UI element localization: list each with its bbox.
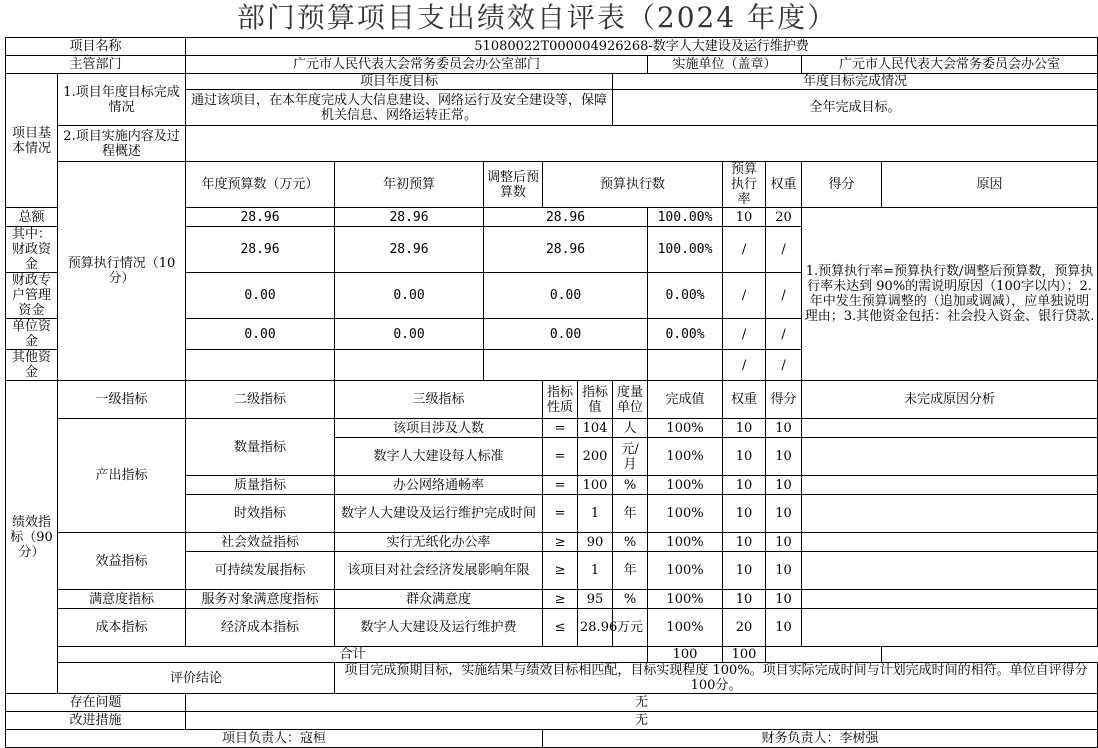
indicator-unit: 年: [613, 495, 648, 533]
budget-adjusted: 0.00: [335, 319, 484, 350]
indicator-weight: 10: [723, 533, 766, 552]
perf-header-nature: 指标性质: [543, 381, 578, 419]
budget-executed: [484, 350, 648, 381]
indicator-value: 1: [578, 495, 613, 533]
indicator-value: 200: [578, 438, 613, 476]
indicator-unit: 万元: [613, 609, 648, 647]
indicator-score: 10: [766, 552, 802, 590]
indicator-score: 10: [766, 438, 802, 476]
indicator-name: 数字人大建设及运行维护完成时间: [335, 495, 543, 533]
dept-value: 广元市人民代表大会常务委员会办公室部门: [186, 56, 648, 74]
perf-header-analysis: 未完成原因分析: [802, 381, 1098, 419]
issue-text: 无: [186, 694, 1098, 712]
indicator-name: 该项目对社会经济发展影响年限: [335, 552, 543, 590]
perf-header-lvl1: 一级指标: [58, 381, 186, 419]
budget-initial: 28.96: [186, 208, 335, 227]
indicator-done: 100%: [648, 609, 723, 647]
total-label: 合计: [58, 647, 648, 663]
budget-weight: /: [723, 273, 766, 319]
indicator-weight: 10: [723, 419, 766, 438]
total-blank: [766, 647, 882, 663]
indicator-score: 10: [766, 419, 802, 438]
budget-weight: 10: [723, 208, 766, 227]
indicator-done: 100%: [648, 476, 723, 495]
conclusion-label: 评价结论: [58, 663, 335, 694]
lvl2-quality: 质量指标: [186, 476, 335, 495]
indicator-name: 群众满意度: [335, 590, 543, 609]
indicator-analysis: [802, 552, 1098, 590]
budget-adjusted: 28.96: [335, 227, 484, 273]
budget-header-rate: 预算执行率: [723, 162, 766, 208]
indicator-nature: ≥: [543, 533, 578, 552]
indicator-score: 10: [766, 609, 802, 647]
finance-name: 李树强: [839, 731, 879, 746]
indicator-done: 100%: [648, 590, 723, 609]
budget-header-reason: 原因: [882, 162, 1098, 208]
indicator-nature: ≤: [543, 609, 578, 647]
indicator-name: 数字人大建设每人标准: [335, 438, 543, 476]
owner-cell: [6, 730, 543, 748]
indicator-name: 数字人大建设及运行维护费: [335, 609, 543, 647]
indicator-value: 1: [578, 552, 613, 590]
impl-content-value: [186, 126, 1098, 162]
indicator-unit: 人: [613, 419, 648, 438]
budget-score: /: [766, 273, 802, 319]
conclusion-text: 项目完成预期目标，实施结果与绩效目标相匹配，目标实现程度 100%。项目实际完成时间与计划完成时间的相符。单位自评得分 100分。: [335, 663, 1098, 694]
budget-header-weight: 权重: [766, 162, 802, 208]
budget-rate: [648, 350, 723, 381]
basic-info-label: 项目基本情况: [6, 74, 58, 208]
lvl2-sustain: 可持续发展指标: [186, 552, 335, 590]
budget-header-initial: 年初预算: [335, 162, 484, 208]
indicator-score: 10: [766, 476, 802, 495]
finance-label: 财务负责人：: [761, 731, 840, 746]
impl-content-label: 2.项目实施内容及过程概述: [58, 126, 186, 162]
owner-label: 项目负责人：: [221, 731, 300, 746]
indicator-value: 90: [578, 533, 613, 552]
goal-done-text: 全年完成目标。: [613, 90, 1098, 126]
perf-header-unit: 度量单位: [613, 381, 648, 419]
budget-adjusted: [335, 350, 484, 381]
indicator-done: 100%: [648, 438, 723, 476]
indicator-weight: 10: [723, 590, 766, 609]
indicator-unit: 元/月: [613, 438, 648, 476]
dept-label: 主管部门: [6, 56, 186, 74]
indicator-score: 10: [766, 590, 802, 609]
indicator-unit: %: [613, 533, 648, 552]
perf-section-label: 绩效指标（90分）: [6, 381, 58, 694]
indicator-score: 10: [766, 533, 802, 552]
budget-row-label: 其中：财政资金: [6, 227, 58, 273]
finance-cell: [543, 730, 1098, 748]
indicator-analysis: [802, 495, 1098, 533]
indicator-unit: %: [613, 590, 648, 609]
budget-row-label: 其他资金: [6, 350, 58, 381]
indicator-nature: ≥: [543, 590, 578, 609]
perf-header-value: 指标值: [578, 381, 613, 419]
goal-done-header: 年度目标完成情况: [613, 74, 1098, 90]
budget-score: 20: [766, 208, 802, 227]
indicator-weight: 10: [723, 438, 766, 476]
indicator-nature: =: [543, 495, 578, 533]
budget-adjusted: 0.00: [335, 273, 484, 319]
budget-header-score: 得分: [802, 162, 882, 208]
lvl2-service: 服务对象满意度指标: [186, 590, 335, 609]
budget-executed: 0.00: [484, 273, 648, 319]
indicator-analysis: [802, 419, 1098, 438]
indicator-nature: =: [543, 438, 578, 476]
budget-score: /: [766, 350, 802, 381]
indicator-weight: 10: [723, 495, 766, 533]
budget-rate: 0.00%: [648, 273, 723, 319]
indicator-done: 100%: [648, 495, 723, 533]
budget-row-label: 财政专户管理资金: [6, 273, 58, 319]
budget-executed: 28.96: [484, 208, 648, 227]
issue-label: 存在问题: [6, 694, 186, 712]
budget-rate: 0.00%: [648, 319, 723, 350]
budget-score: /: [766, 319, 802, 350]
indicator-name: 实行无纸化办公率: [335, 533, 543, 552]
indicator-unit: 年: [613, 552, 648, 590]
indicator-nature: =: [543, 476, 578, 495]
indicator-done: 100%: [648, 533, 723, 552]
goal-text: 通过该项目，在本年度完成人大信息建设、网络运行及安全建设等，保障机关信息、网络运转正常。: [186, 90, 613, 126]
budget-initial: 28.96: [186, 227, 335, 273]
budget-header-year: 年度预算数（万元）: [186, 162, 335, 208]
indicator-score: 10: [766, 495, 802, 533]
lvl1-satisfaction: 满意度指标: [58, 590, 186, 609]
total-score: 100: [723, 647, 766, 663]
indicator-weight: 10: [723, 476, 766, 495]
budget-adjusted: 28.96: [335, 208, 484, 227]
budget-initial: [186, 350, 335, 381]
perf-header-score: 得分: [766, 381, 802, 419]
budget-section-label: 预算执行情况（10分）: [58, 162, 186, 381]
project-name-label: 项目名称: [6, 38, 186, 56]
indicator-analysis: [802, 438, 1098, 476]
lvl2-quantity: 数量指标: [186, 419, 335, 476]
measure-text: 无: [186, 712, 1098, 730]
indicator-value: 95: [578, 590, 613, 609]
impl-value: 广元市人民代表大会常务委员会办公室: [802, 56, 1098, 74]
indicator-analysis: [802, 533, 1098, 552]
project-name: 51080022T000004926268-数字人大建设及运行维护费: [186, 38, 1098, 56]
budget-weight: /: [723, 319, 766, 350]
owner-name: 寇桓: [300, 731, 327, 746]
indicator-weight: 20: [723, 609, 766, 647]
self-evaluation-table: [5, 37, 1098, 748]
budget-initial: 0.00: [186, 273, 335, 319]
lvl2-economic: 经济成本指标: [186, 609, 335, 647]
budget-executed: 0.00: [484, 319, 648, 350]
page-title: 部门预算项目支出绩效自评表（2024 年度）: [236, 1, 838, 34]
indicator-unit: %: [613, 476, 648, 495]
indicator-name: 该项目涉及人数: [335, 419, 543, 438]
indicator-name: 办公网络通畅率: [335, 476, 543, 495]
indicator-nature: =: [543, 419, 578, 438]
budget-row-label: 单位资金: [6, 319, 58, 350]
indicator-nature: ≥: [543, 552, 578, 590]
lvl1-output: 产出指标: [58, 419, 186, 533]
lvl1-cost: 成本指标: [58, 609, 186, 647]
lvl1-benefit: 效益指标: [58, 533, 186, 590]
indicator-analysis: [802, 590, 1098, 609]
total-weight: 100: [648, 647, 723, 663]
lvl2-social: 社会效益指标: [186, 533, 335, 552]
indicator-analysis: [802, 476, 1098, 495]
budget-header-adjusted: 调整后预算数: [484, 162, 543, 208]
budget-executed: 28.96: [484, 227, 648, 273]
perf-header-weight: 权重: [723, 381, 766, 419]
indicator-value: 28.96: [578, 609, 613, 647]
indicator-done: 100%: [648, 419, 723, 438]
indicator-weight: 10: [723, 552, 766, 590]
budget-row-label: 总额: [6, 208, 58, 227]
budget-rate: 100.00%: [648, 227, 723, 273]
perf-header-done: 完成值: [648, 381, 723, 419]
budget-score: /: [766, 227, 802, 273]
indicator-done: 100%: [648, 552, 723, 590]
impl-label: 实施单位（盖章）: [648, 56, 802, 74]
perf-header-lvl2: 二级指标: [186, 381, 335, 419]
indicator-value: 100: [578, 476, 613, 495]
indicator-value: 104: [578, 419, 613, 438]
measure-label: 改进措施: [6, 712, 186, 730]
lvl2-timeliness: 时效指标: [186, 495, 335, 533]
budget-rate: 100.00%: [648, 208, 723, 227]
budget-weight: /: [723, 227, 766, 273]
budget-reason: 1.预算执行率=预算执行数/调整后预算数，预算执行率未达到 90%的需说明原因（100字以内）；2.年中发生预算调整的（追加或调减），应单独说明理由；3.其他资金包括：社会投入资金、银行贷款.: [802, 208, 1098, 381]
indicator-analysis: [802, 609, 1098, 647]
goal-label: 1.项目年度目标完成情况: [58, 74, 186, 126]
goal-header: 项目年度目标: [186, 74, 613, 90]
perf-header-lvl3: 三级指标: [335, 381, 543, 419]
budget-initial: 0.00: [186, 319, 335, 350]
budget-weight: /: [723, 350, 766, 381]
budget-header-executed: 预算执行数: [543, 162, 723, 208]
